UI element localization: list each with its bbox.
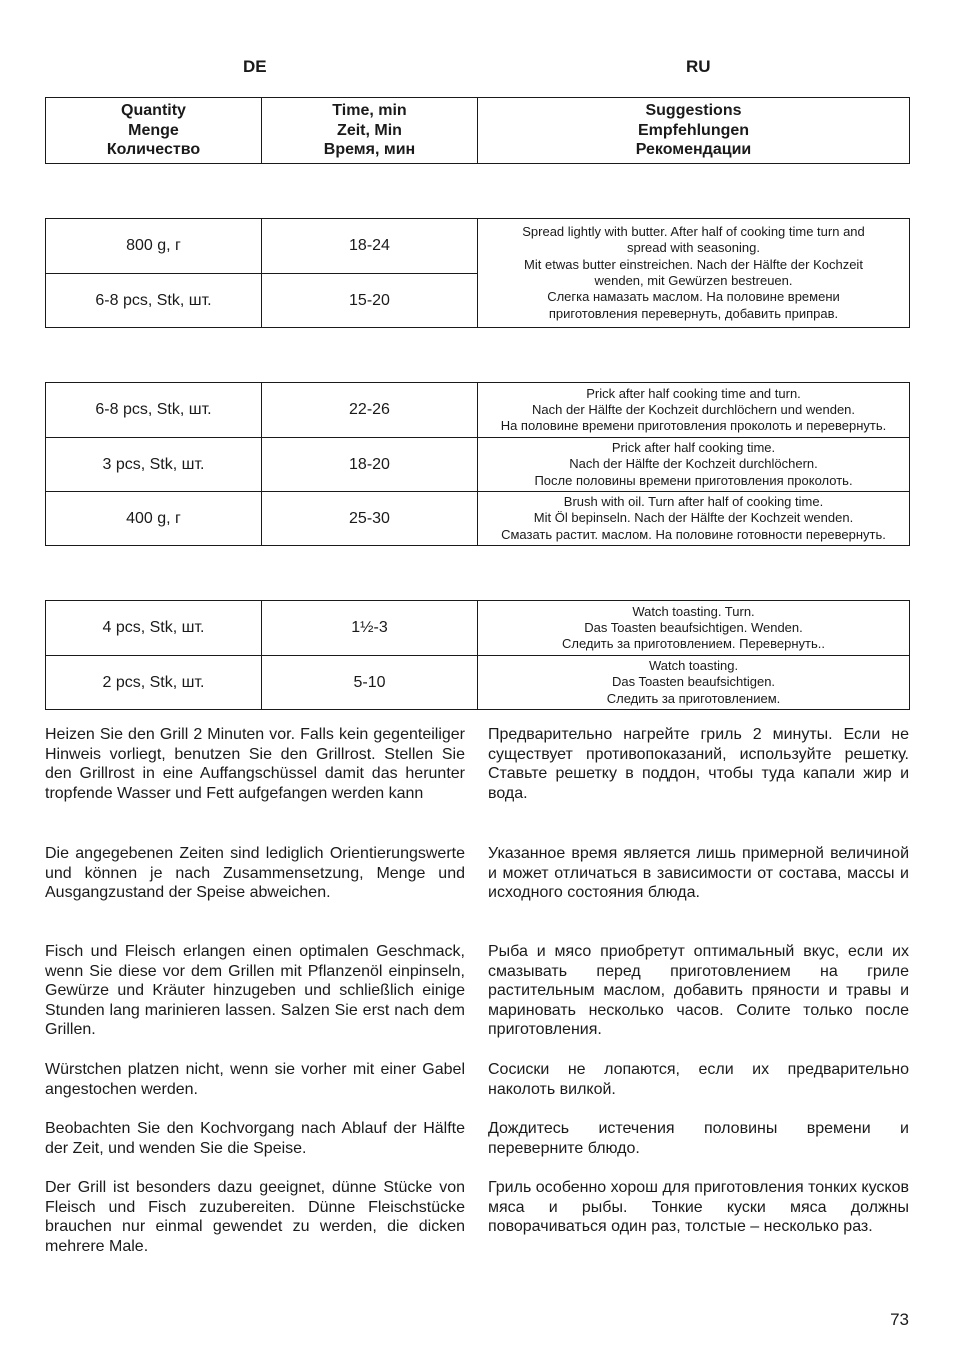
page-number: 73 <box>890 1310 909 1329</box>
quantity-cell: 6-8 pcs, Stk, шт. <box>46 383 262 438</box>
ru-paragraph: Указанное время является лишь примерной величиной и может отличаться в зависимости от состава, массы и исходного состояния блюда. <box>488 845 909 902</box>
ru-paragraph: Сосиски не лопаются, если их предварительно наколоть вилкой. <box>488 1061 909 1098</box>
table-row <box>46 438 910 492</box>
ru-paragraph: Рыба и мясо приобретут оптимальный вкус, если их смазывать перед приготовлением на гриле растительным маслом, добавить пряности и травы и мариновать несколько часов. Солите только после приготовления. <box>488 943 909 1039</box>
time-cell: 5-10 <box>262 656 478 710</box>
suggestion-cell: Watch toasting. Das Toasten beaufsichtigen. Следить за приготовлением. <box>478 656 910 710</box>
suggestion-cell: Prick after half cooking time. Nach der Hälfte der Kochzeit durchlöchern. После половины времени приготовления проколоть. <box>478 438 910 492</box>
suggestion-cell: Brush with oil. Turn after half of cooking time. Mit Öl bepinseln. Nach der Hälfte der Kochzeit wenden. Смазать растит. маслом. На половине готовности перевернуть. <box>478 492 910 546</box>
ru-paragraph: Гриль особенно хорош для приготовления тонких кусков мяса и рыбы. Тонкие куски мяса должны поворачиваться один раз, толстые – несколько раз. <box>488 1179 909 1236</box>
header-suggestions: Suggestions Empfehlungen Рекомендации <box>478 98 910 164</box>
time-cell: 18-24 <box>262 219 478 274</box>
quantity-cell: 2 pcs, Stk, шт. <box>46 656 262 710</box>
table-row <box>46 492 910 546</box>
suggestion-cell: Watch toasting. Turn. Das Toasten beaufsichtigen. Wenden. Следить за приготовлением. Перевернуть.. <box>478 601 910 656</box>
de-paragraph: Der Grill ist besonders dazu geeignet, dünne Stücke von Fleisch und Fisch zuzubereiten. Dünne Fleischstücke brauchen nur einmal gewendet zu werden, die dicken mehrere Male. <box>45 1179 465 1255</box>
table-row <box>46 219 910 274</box>
quantity-cell: 6-8 pcs, Stk, шт. <box>46 274 262 328</box>
header-table <box>45 97 910 164</box>
header-time: Time, min Zeit, Min Время, мин <box>262 98 478 164</box>
time-cell: 18-20 <box>262 438 478 492</box>
ru-paragraph: Предварительно нагрейте гриль 2 минуты. Если не существует противопоказаний, используйте решетку. Ставьте решетку в поддон, чтобы туда капали жир и вода. <box>488 726 909 802</box>
table-row <box>46 656 910 710</box>
de-paragraph: Beobachten Sie den Kochvorgang nach Ablauf der Hälfte der Zeit, und wenden Sie die Speise. <box>45 1120 465 1157</box>
time-cell: 15-20 <box>262 274 478 328</box>
suggestion-cell: Spread lightly with butter. After half of cooking time turn and spread with seasoning. Mit etwas butter einstreichen. Nach der Hälfte der Kochzeit wenden, mit Gewürzen bestreuen. Слегка намазать маслом. На половине времени приготовления перевернуть, добавить приправ. <box>478 219 910 328</box>
header-quantity: Quantity Menge Количество <box>46 98 262 164</box>
time-cell: 22-26 <box>262 383 478 438</box>
quantity-cell: 800 g, г <box>46 219 262 274</box>
table-row <box>46 383 910 438</box>
de-paragraph: Fisch und Fleisch erlangen einen optimalen Geschmack, wenn Sie diese vor dem Grillen mit Pflanzenöl einpinseln, Gewürze und Kräuter hinzugeben und schließlich einige Stunden lang marinieren lassen. Salzen Sie erst nach dem Grillen. <box>45 943 465 1039</box>
grill-table-3 <box>45 600 910 710</box>
quantity-cell: 4 pcs, Stk, шт. <box>46 601 262 656</box>
suggestion-cell: Prick after half cooking time and turn. Nach der Hälfte der Kochzeit durchlöchern und wenden. На половине времени приготовления проколоть и перевернуть. <box>478 383 910 438</box>
table-row <box>46 601 910 656</box>
quantity-cell: 3 pcs, Stk, шт. <box>46 438 262 492</box>
de-paragraph: Heizen Sie den Grill 2 Minuten vor. Falls kein gegenteiliger Hinweis vorliegt, benutzen Sie den Grillrost. Stellen Sie den Grillrost in eine Auffangschüssel damit das herunter tropfende Wasser und Fett aufgefangen werden kann <box>45 726 465 802</box>
lang-label-ru: RU <box>686 57 711 76</box>
time-cell: 1½-3 <box>262 601 478 656</box>
grill-table-1 <box>45 218 910 328</box>
de-paragraph: Die angegebenen Zeiten sind lediglich Orientierungswerte und können je nach Zusammensetzung, Menge und Ausgangzustand der Speise abweichen. <box>45 845 465 902</box>
quantity-cell: 400 g, г <box>46 492 262 546</box>
lang-label-de: DE <box>243 57 267 76</box>
ru-paragraph: Дождитесь истечения половины времени и переверните блюдо. <box>488 1120 909 1157</box>
time-cell: 25-30 <box>262 492 478 546</box>
de-paragraph: Würstchen platzen nicht, wenn sie vorher mit einer Gabel angestochen werden. <box>45 1061 465 1098</box>
grill-table-2 <box>45 382 910 546</box>
